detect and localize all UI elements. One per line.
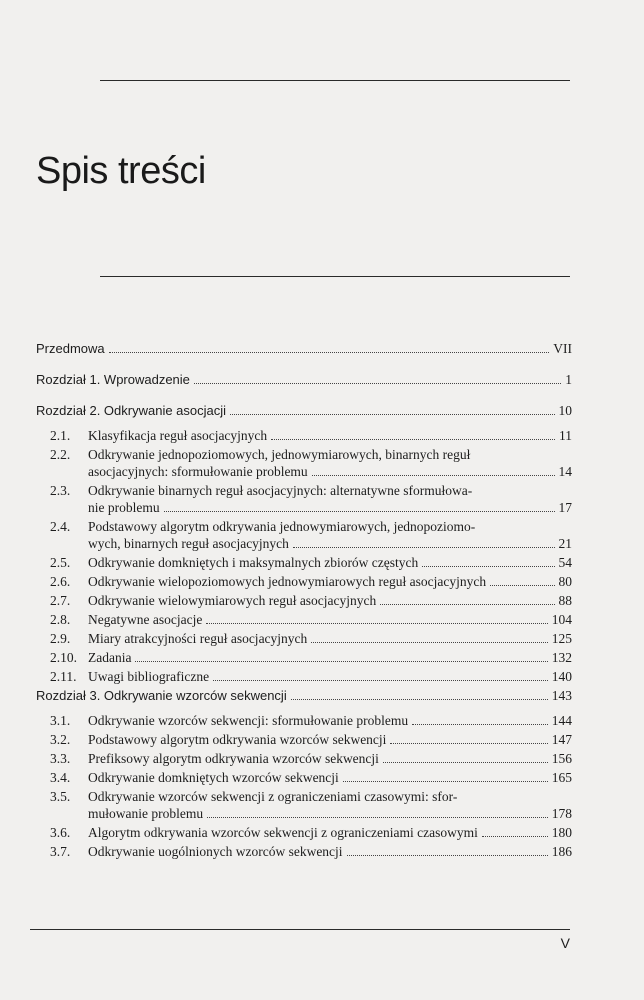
page-number: 17 <box>558 500 572 515</box>
section-title-line2: asocjacyjnych: sformułowanie problemu <box>88 464 308 479</box>
toc-section[interactable] <box>36 518 572 552</box>
toc-chapter-3[interactable] <box>36 687 572 704</box>
dot-leader <box>109 352 550 353</box>
page-number: 144 <box>551 713 572 728</box>
dot-leader <box>194 383 561 384</box>
section-title: Odkrywanie domkniętych i maksymalnych zbiorów częstych <box>88 555 419 570</box>
section-number: 2.3. <box>50 483 71 498</box>
section-title-line1: Odkrywanie wzorców sekwencji z ograniczeniami czasowymi: sfor- <box>88 789 458 804</box>
section-title: Odkrywanie domkniętych wzorców sekwencji <box>88 770 339 785</box>
section-number: 2.1. <box>50 428 71 443</box>
page-folio: V <box>560 935 570 951</box>
table-of-contents <box>36 340 572 862</box>
toc-chapter-preface[interactable] <box>36 340 572 357</box>
section-title: Odkrywanie wielowymiarowych reguł asocjacyjnych <box>88 593 377 608</box>
page-number: 54 <box>558 555 572 570</box>
dot-leader <box>164 511 555 512</box>
chapter-label: Rozdział 3. Odkrywanie wzorców sekwencji <box>36 688 287 703</box>
dot-leader <box>347 855 548 856</box>
section-title: Podstawowy algorytm odkrywania wzorców sekwencji <box>88 732 387 747</box>
section-number: 3.2. <box>50 732 71 747</box>
section-number: 2.2. <box>50 447 71 462</box>
section-number: 3.7. <box>50 844 71 859</box>
page-number: 80 <box>558 574 572 589</box>
dot-leader <box>422 566 554 567</box>
page-number: 143 <box>551 688 572 703</box>
toc-chapter-1[interactable] <box>36 371 572 388</box>
page-title: Spis treści <box>36 150 206 192</box>
section-number: 3.5. <box>50 789 71 804</box>
section-number: 2.8. <box>50 612 71 627</box>
section-number: 2.7. <box>50 593 71 608</box>
dot-leader <box>490 585 554 586</box>
dot-leader <box>390 743 547 744</box>
page-number: 104 <box>551 612 572 627</box>
page-number: 125 <box>551 631 572 646</box>
toc-section[interactable] <box>36 630 572 647</box>
dot-leader <box>213 680 548 681</box>
page-number: 180 <box>551 825 572 840</box>
toc-section[interactable] <box>36 649 572 666</box>
dot-leader <box>380 604 554 605</box>
section-number: 2.5. <box>50 555 71 570</box>
section-title: Zadania <box>88 650 132 665</box>
dot-leader <box>207 817 548 818</box>
dot-leader <box>206 623 547 624</box>
page-number: 178 <box>551 806 572 821</box>
dot-leader <box>482 836 548 837</box>
section-title-line2: mułowanie problemu <box>88 806 204 821</box>
page-number: 88 <box>558 593 572 608</box>
dot-leader <box>343 781 548 782</box>
page-number: 147 <box>551 732 572 747</box>
toc-section[interactable] <box>36 554 572 571</box>
chapter-label: Rozdział 2. Odkrywanie asocjacji <box>36 403 227 418</box>
toc-section[interactable] <box>36 712 572 729</box>
section-title: Algorytm odkrywania wzorców sekwencji z ograniczeniami czasowymi <box>88 825 478 840</box>
section-title-line1: Odkrywanie jednopoziomowych, jednowymiarowych, binarnych reguł <box>88 447 471 462</box>
section-number: 2.11. <box>50 669 77 684</box>
toc-section[interactable] <box>36 573 572 590</box>
section-title-line1: Podstawowy algorytm odkrywania jednowymiarowych, jednopoziomo- <box>88 519 476 534</box>
toc-section[interactable] <box>36 592 572 609</box>
dot-leader <box>271 439 555 440</box>
section-title: Miary atrakcyjności reguł asocjacyjnych <box>88 631 308 646</box>
section-number: 3.4. <box>50 770 71 785</box>
chapter-label: Rozdział 1. Wprowadzenie <box>36 372 190 387</box>
toc-section[interactable] <box>36 843 572 860</box>
page-number: 156 <box>551 751 572 766</box>
dot-leader <box>293 547 555 548</box>
section-title-line1: Odkrywanie binarnych reguł asocjacyjnych: alternatywne sformułowa- <box>88 483 473 498</box>
section-number: 3.3. <box>50 751 71 766</box>
toc-section[interactable] <box>36 668 572 685</box>
title-rule <box>100 276 570 277</box>
page-number: 132 <box>551 650 572 665</box>
bottom-rule <box>30 929 570 930</box>
dot-leader <box>312 475 555 476</box>
section-number: 2.10. <box>50 650 77 665</box>
section-number: 2.6. <box>50 574 71 589</box>
section-title-line2: wych, binarnych reguł asocjacyjnych <box>88 536 289 551</box>
section-title: Odkrywanie wielopoziomowych jednowymiarowych reguł asocjacyjnych <box>88 574 487 589</box>
toc-section[interactable] <box>36 824 572 841</box>
toc-section[interactable] <box>36 731 572 748</box>
section-number: 3.6. <box>50 825 71 840</box>
dot-leader <box>311 642 547 643</box>
section-number: 2.9. <box>50 631 71 646</box>
page-number: 11 <box>559 428 572 443</box>
top-rule <box>100 80 570 81</box>
toc-section[interactable] <box>36 427 572 444</box>
page-number: 165 <box>551 770 572 785</box>
dot-leader <box>291 699 548 700</box>
dot-leader <box>412 724 548 725</box>
page-number: 21 <box>558 536 572 551</box>
toc-chapter-2[interactable] <box>36 402 572 419</box>
page-number: VII <box>553 341 572 356</box>
section-title: Odkrywanie uogólnionych wzorców sekwencji <box>88 844 343 859</box>
chapter-label: Przedmowa <box>36 341 105 356</box>
section-title: Uwagi bibliograficzne <box>88 669 210 684</box>
dot-leader <box>383 762 548 763</box>
toc-section[interactable] <box>36 611 572 628</box>
section-title-line2: nie problemu <box>88 500 160 515</box>
toc-section[interactable] <box>36 482 572 516</box>
toc-section[interactable] <box>36 446 572 480</box>
page-number: 14 <box>558 464 572 479</box>
section-title: Klasyfikacja reguł asocjacyjnych <box>88 428 268 443</box>
section-number: 2.4. <box>50 519 71 534</box>
page-number: 1 <box>565 372 572 387</box>
page-number: 186 <box>551 844 572 859</box>
toc-section[interactable] <box>36 788 572 822</box>
section-title: Odkrywanie wzorców sekwencji: sformułowanie problemu <box>88 713 409 728</box>
dot-leader <box>230 414 554 415</box>
page-number: 140 <box>551 669 572 684</box>
page-number: 10 <box>558 403 572 418</box>
toc-section[interactable] <box>36 750 572 767</box>
section-title: Negatywne asocjacje <box>88 612 203 627</box>
section-title: Prefiksowy algorytm odkrywania wzorców sekwencji <box>88 751 379 766</box>
toc-section[interactable] <box>36 769 572 786</box>
dot-leader <box>135 661 547 662</box>
section-number: 3.1. <box>50 713 71 728</box>
